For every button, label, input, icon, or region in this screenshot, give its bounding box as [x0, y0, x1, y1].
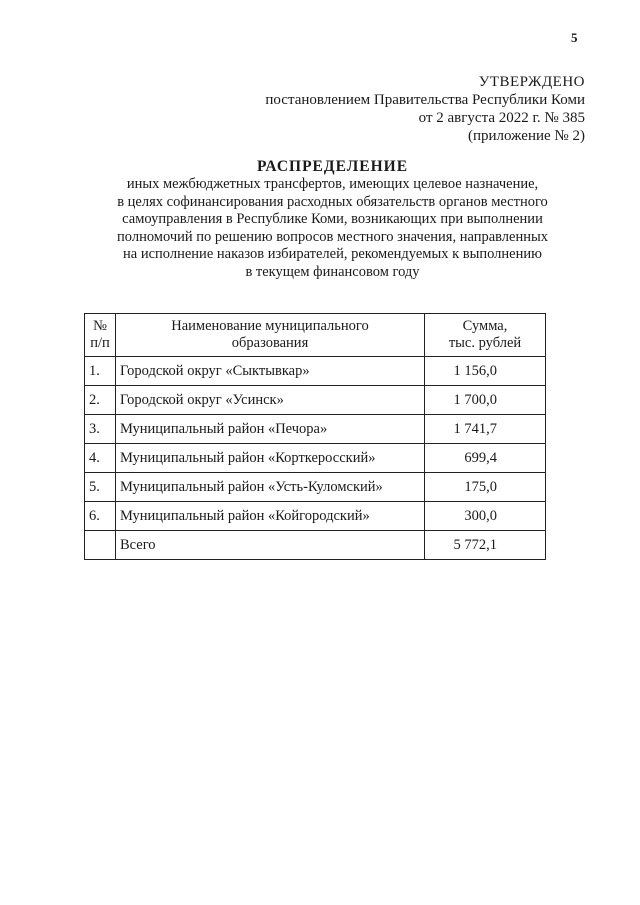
header-name-line: Наименование муниципального	[171, 318, 369, 334]
row-number: 6.	[85, 502, 116, 531]
row-name: Городской округ «Сыктывкар»	[116, 357, 425, 386]
heading-line: в текущем финансовом году	[245, 263, 420, 280]
table-row	[85, 473, 546, 502]
header-sum-line: Сумма,	[462, 318, 508, 334]
table-row	[85, 357, 546, 386]
total-number	[85, 531, 116, 560]
header-number-line: п/п	[90, 335, 110, 351]
heading-line: на исполнение наказов избирателей, рекомендуемых к выполнению	[123, 246, 542, 262]
row-sum: 300,0	[425, 502, 546, 531]
approval-title: УТВЕРЖДЕНО	[478, 74, 585, 90]
header-name	[116, 314, 425, 357]
row-sum: 699,4	[425, 444, 546, 473]
row-name: Городской округ «Усинск»	[116, 386, 425, 415]
approval-line: от 2 августа 2022 г. № 385	[418, 110, 585, 126]
heading-line: полномочий по решению вопросов местного значения, направленных	[117, 228, 548, 245]
heading-line: самоуправления в Республике Коми, возникающих при выполнении	[122, 211, 543, 227]
total-row	[85, 531, 546, 560]
approval-line: (приложение № 2)	[467, 128, 585, 144]
header-number	[85, 314, 116, 357]
table-row	[85, 444, 546, 473]
table-row	[85, 386, 546, 415]
header-number-line: №	[93, 318, 107, 334]
row-number: 5.	[85, 473, 116, 502]
approval-line: постановлением Правительства Республики Коми	[265, 92, 585, 108]
header-sum-line: тыс. рублей	[448, 335, 522, 351]
row-name: Муниципальный район «Усть-Куломский»	[116, 473, 425, 502]
row-name: Муниципальный район «Койгородский»	[116, 502, 425, 531]
table-row	[85, 502, 546, 531]
document-title: РАСПРЕДЕЛЕНИЕ	[256, 158, 409, 175]
row-name: Муниципальный район «Печора»	[116, 415, 425, 444]
row-name: Муниципальный район «Корткеросский»	[116, 444, 425, 473]
heading-line: в целях софинансирования расходных обязательств органов местного	[117, 193, 548, 210]
approval-stamp	[265, 73, 585, 145]
row-sum: 1 741,7	[425, 415, 546, 444]
header-name-line: образования	[231, 335, 309, 351]
total-sum: 5 772,1	[425, 531, 546, 560]
row-sum: 1 156,0	[425, 357, 546, 386]
table-row	[85, 415, 546, 444]
row-number: 1.	[85, 357, 116, 386]
table-header-row	[85, 314, 546, 357]
row-sum: 175,0	[425, 473, 546, 502]
row-sum: 1 700,0	[425, 386, 546, 415]
heading-line: иных межбюджетных трансфертов, имеющих целевое назначение,	[126, 176, 539, 192]
distribution-table	[84, 313, 546, 560]
row-number: 3.	[85, 415, 116, 444]
row-number: 4.	[85, 444, 116, 473]
document-heading	[80, 158, 585, 281]
row-number: 2.	[85, 386, 116, 415]
total-label: Всего	[116, 531, 425, 560]
page-number: 5	[571, 30, 578, 45]
header-sum	[425, 314, 546, 357]
